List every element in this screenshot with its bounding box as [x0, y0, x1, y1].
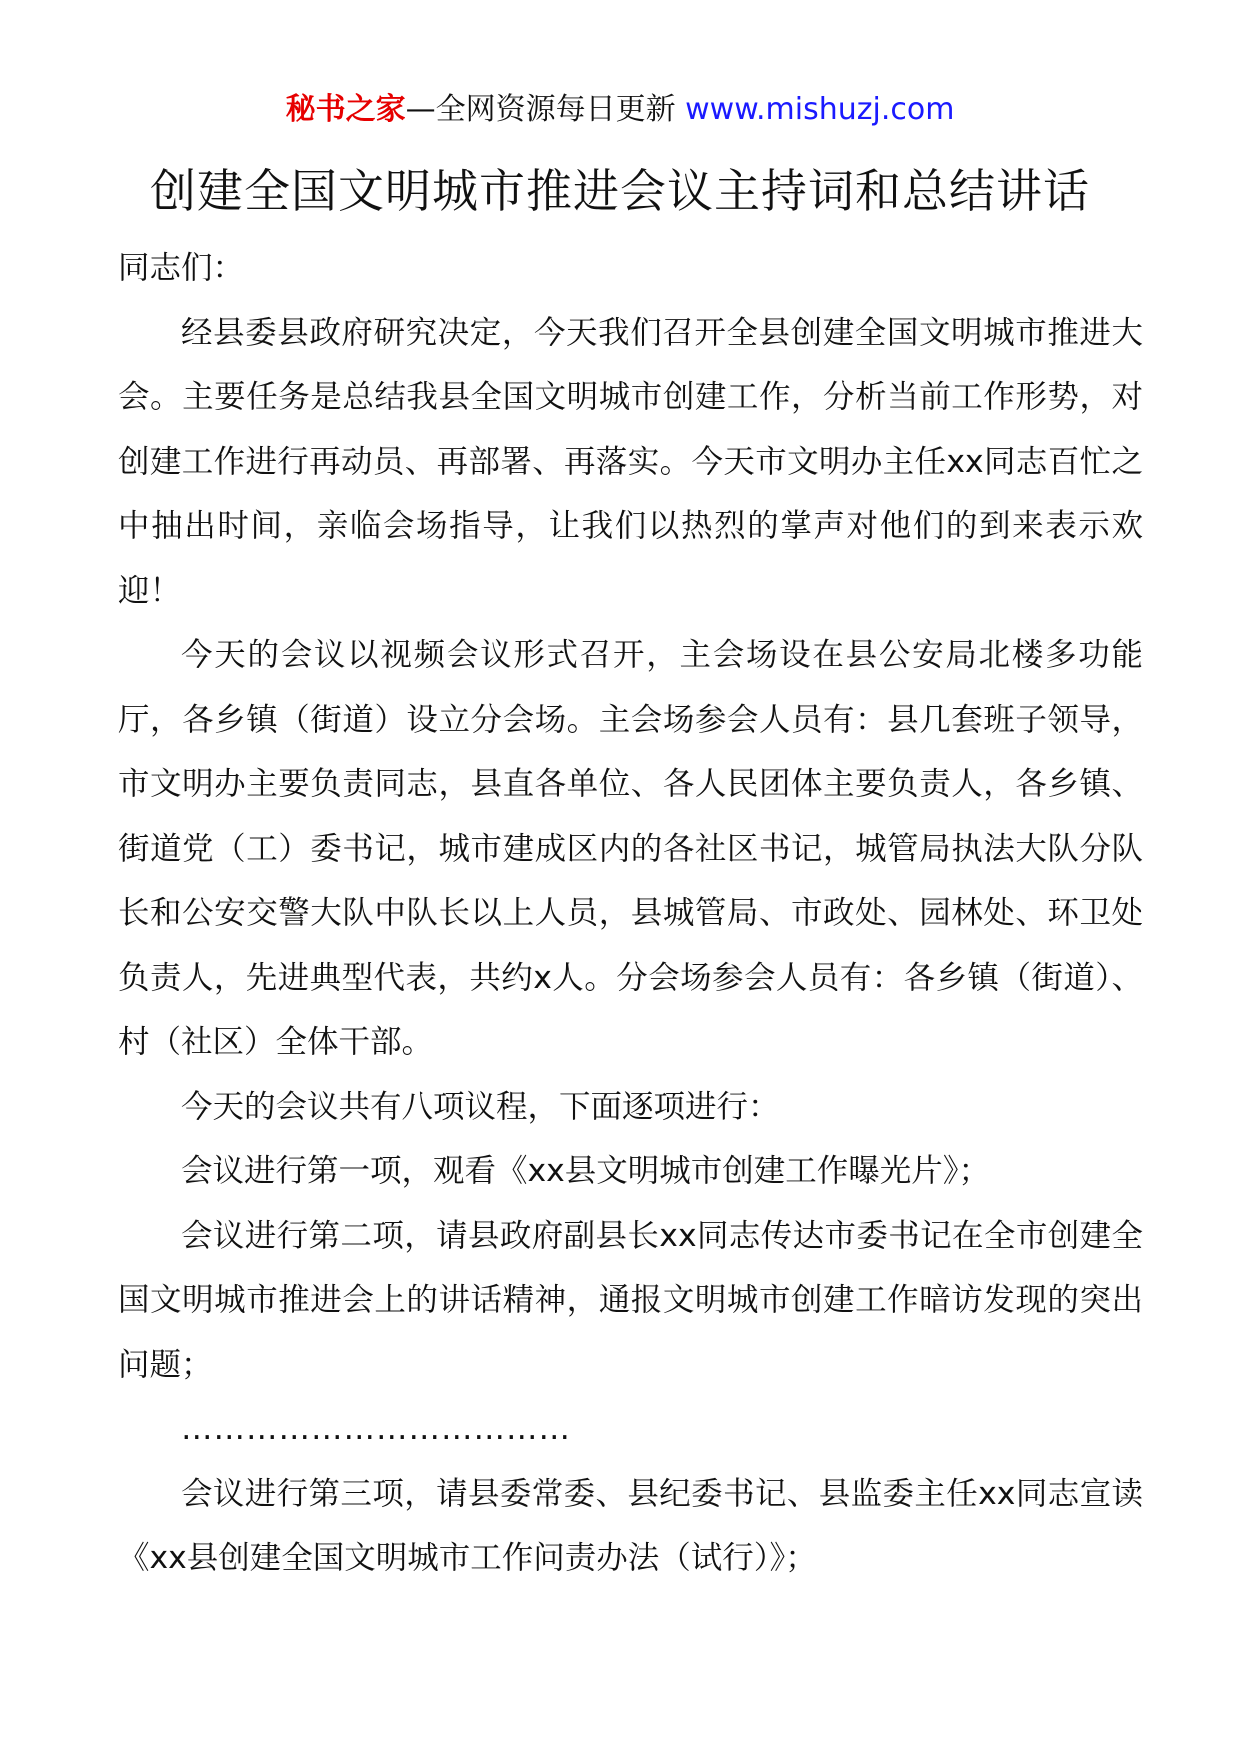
paragraph-agenda-intro: 今天的会议共有八项议程，下面逐项进行： — [181, 1088, 780, 1125]
paragraph-agenda-item-1: 会议进行第一项，观看《xx县文明城市创建工作曝光片》； — [181, 1153, 991, 1189]
site-brand: 秘书之家 — [285, 92, 406, 127]
paragraph-opening: 经县委县政府研究决定，今天我们召开全县创建全国文明城市推进大会。主要任务是总结我县全国文明城市创建工作，分析当前工作形势，对创建工作进行再动员、再部署、再落实。今天市文明办主任xx同志百忙之中抽出时间，亲临会场指导，让我们以热烈的掌声对他们的到来表示欢迎！ — [118, 314, 1143, 609]
site-tagline: —全网资源每日更新 — [405, 92, 676, 127]
salutation: 同志们： — [118, 250, 245, 286]
site-url-link[interactable]: www.mishuzj.com — [685, 92, 955, 127]
document-title: 创建全国文明城市推进会议主持词和总结讲话 — [150, 164, 1090, 218]
paragraph-attendees: 今天的会议以视频会议形式召开，主会场设在县公安局北楼多功能厅，各乡镇（街道）设立分会场。主会场参会人员有：县几套班子领导，市文明办主要负责同志，县直各单位、各人民团体主要负责人，各乡镇、街道党（工）委书记，城市建成区内的各社区书记，城管局执法大队分队长和公安交警大队中队长以上人员，县城管局、市政处、园林处、环卫处负责人，先进典型代表，共约x人。分会场参会人员有：各乡镇（街道）、村（社区）全体干部。 — [118, 637, 1143, 1060]
ellipsis-divider: ……………………………… — [181, 1411, 571, 1447]
paragraph-agenda-item-3: 会议进行第三项，请县委常委、县纪委书记、县监委主任xx同志宣读《xx县创建全国文明城市工作问责办法（试行）》； — [118, 1475, 1143, 1576]
document-body — [118, 236, 1143, 1591]
site-header — [0, 88, 1240, 132]
paragraph-agenda-item-2: 会议进行第二项，请县政府副县长xx同志传达市委书记在全市创建全国文明城市推进会上的讲话精神，通报文明城市创建工作暗访发现的突出问题； — [118, 1217, 1143, 1383]
